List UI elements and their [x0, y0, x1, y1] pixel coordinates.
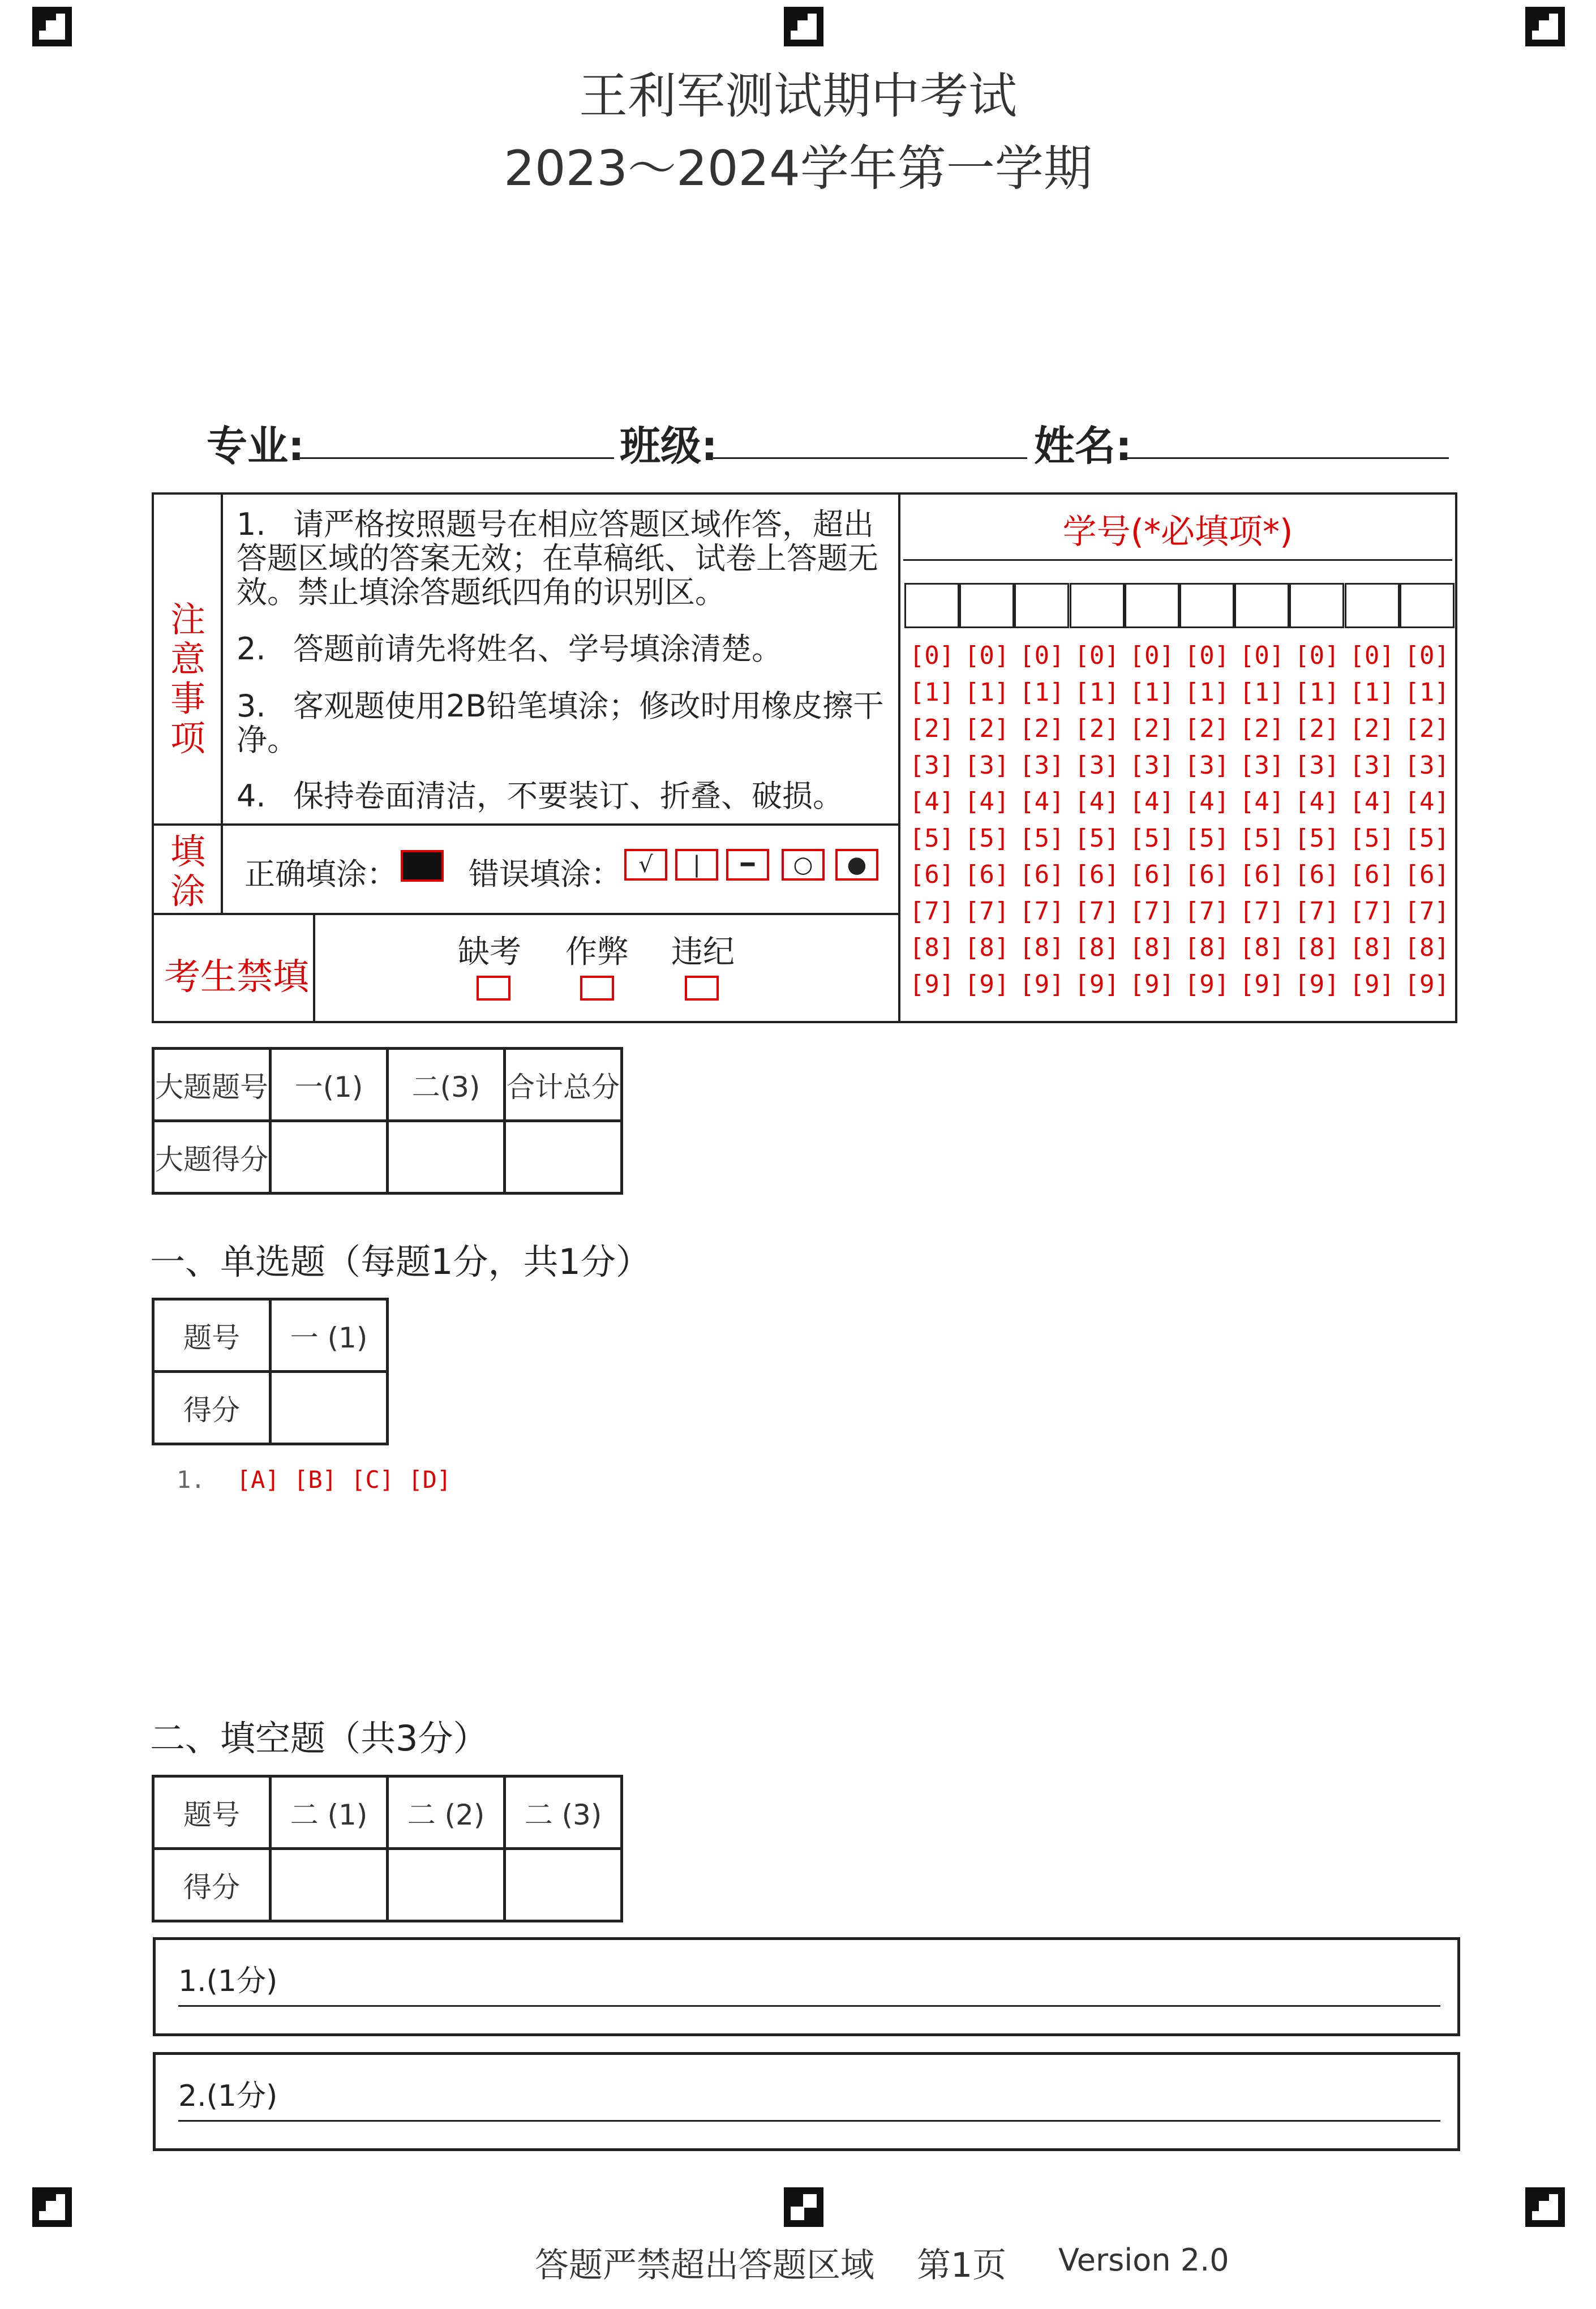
- answer-box-1[interactable]: [153, 1937, 1460, 2036]
- student-id-digit-bubble[interactable]: [7]: [1129, 896, 1175, 926]
- student-id-digit-bubble[interactable]: [4]: [1074, 787, 1119, 816]
- status-cheating-box[interactable]: [580, 976, 614, 1001]
- notice-bottom-line: [152, 823, 898, 826]
- student-id-digit-bubble[interactable]: [8]: [1239, 933, 1285, 962]
- summary-score-table: [152, 1047, 623, 1195]
- student-id-digit-bubble[interactable]: [5]: [1184, 823, 1230, 853]
- student-id-digit-bubble[interactable]: [2]: [1404, 714, 1450, 743]
- summary-header-cell: 大题题号: [153, 1049, 271, 1121]
- student-id-digit-bubble[interactable]: [2]: [964, 714, 1010, 743]
- student-id-digit-bubble[interactable]: [7]: [1349, 896, 1395, 926]
- student-id-digit-bubble[interactable]: [6]: [1404, 860, 1450, 889]
- student-id-digit-bubble[interactable]: [4]: [909, 787, 955, 816]
- student-id-digit-bubble[interactable]: [9]: [1349, 969, 1395, 999]
- student-id-digit-bubble[interactable]: [8]: [1404, 933, 1450, 962]
- section2-header-cell: 二 (2): [388, 1776, 505, 1849]
- student-id-digit-bubble[interactable]: [5]: [1294, 823, 1340, 853]
- student-id-digit-bubble[interactable]: [1]: [1294, 677, 1340, 707]
- status-violation-label: 违纪: [671, 934, 735, 971]
- student-id-digit-bubble[interactable]: [5]: [1404, 823, 1450, 853]
- student-id-input-cell[interactable]: [1400, 583, 1455, 628]
- summary-score-cell[interactable]: [388, 1121, 505, 1194]
- student-id-digit-bubble[interactable]: [6]: [964, 860, 1010, 889]
- student-id-digit-bubble[interactable]: [4]: [1019, 787, 1065, 816]
- student-id-digit-bubble[interactable]: [1]: [1019, 677, 1065, 707]
- student-id-digit-bubble[interactable]: [1]: [1184, 677, 1230, 707]
- status-cheating-label: 作弊: [565, 934, 629, 971]
- student-id-digit-bubble[interactable]: [5]: [1349, 823, 1395, 853]
- student-id-digit-bubble[interactable]: [1]: [1349, 677, 1395, 707]
- student-id-digit-bubble[interactable]: [4]: [1239, 787, 1285, 816]
- student-id-digit-bubble[interactable]: [7]: [1184, 896, 1230, 926]
- notice-item-3: 3. 客观题使用2B铅笔填涂；修改时用橡皮擦干净。: [237, 688, 884, 758]
- wrong-fill-circle: ○: [782, 849, 825, 881]
- exam-term: 2023～2024学年第一学期: [504, 140, 1092, 197]
- student-id-title: 学号(*必填项*): [1062, 512, 1293, 552]
- wrong-fill-dot: ●: [835, 849, 878, 881]
- student-id-input-cell[interactable]: [1070, 583, 1125, 628]
- major-label: 专业:: [207, 422, 304, 470]
- student-id-digit-bubble[interactable]: [7]: [964, 896, 1010, 926]
- class-field[interactable]: [713, 457, 1027, 459]
- student-id-digit-bubble[interactable]: [0]: [1019, 641, 1065, 670]
- summary-score-label: 大题得分: [153, 1121, 271, 1194]
- notice-item-2: 2. 答题前请先将姓名、学号填涂清楚。: [237, 631, 782, 667]
- student-id-input-cell[interactable]: [1345, 583, 1400, 628]
- class-label: 班级:: [620, 422, 718, 470]
- student-id-digit-bubble[interactable]: [6]: [1294, 860, 1340, 889]
- footer-version: Version 2.0: [1058, 2242, 1229, 2278]
- exam-ban-label: 考生禁填: [164, 956, 309, 998]
- student-id-digit-bubble[interactable]: [3]: [1129, 750, 1175, 780]
- student-id-digit-bubble[interactable]: [5]: [1074, 823, 1119, 853]
- corner-marker-bottom-left: [32, 2187, 72, 2227]
- notice-item-4: 4. 保持卷面清洁，不要装订、折叠、破损。: [237, 778, 843, 814]
- student-id-digit-bubble[interactable]: [6]: [1129, 860, 1175, 889]
- student-id-digit-bubble[interactable]: [8]: [1129, 933, 1175, 962]
- section2-score-table: [152, 1775, 623, 1922]
- student-id-digit-bubble[interactable]: [6]: [1184, 860, 1230, 889]
- student-id-digit-bubble[interactable]: [1]: [909, 677, 955, 707]
- corner-marker-top-left: [32, 7, 72, 46]
- section1-score-cell[interactable]: [271, 1372, 388, 1444]
- student-id-digit-bubble[interactable]: [9]: [1074, 969, 1119, 999]
- summary-header-cell: 二(3): [388, 1049, 505, 1121]
- correct-fill-label: 正确填涂：: [244, 856, 397, 892]
- wrong-fill-check: √: [624, 849, 667, 881]
- student-id-digit-bubble[interactable]: [8]: [1019, 933, 1065, 962]
- student-id-digit-bubble[interactable]: [3]: [1184, 750, 1230, 780]
- fill-bottom-line: [152, 913, 898, 915]
- student-id-digit-bubble[interactable]: [7]: [1404, 896, 1450, 926]
- student-info-row: [207, 413, 1449, 470]
- student-id-digit-bubble[interactable]: [0]: [1129, 641, 1175, 670]
- section2-title: 二、填空题（共3分）: [150, 1718, 488, 1759]
- summary-header-cell: 一(1): [271, 1049, 388, 1121]
- student-id-digit-bubble[interactable]: [6]: [1074, 860, 1119, 889]
- corner-marker-top-center: [784, 7, 823, 46]
- mc-question-number: 1.: [177, 1466, 205, 1493]
- student-id-input-cell[interactable]: [904, 583, 959, 628]
- student-id-digit-bubble[interactable]: [8]: [1294, 933, 1340, 962]
- footer-page-number: 第1页: [917, 2246, 1007, 2285]
- student-id-digit-bubble[interactable]: [0]: [1294, 641, 1340, 670]
- correct-fill-example: [401, 850, 444, 882]
- exam-title: 王利军测试期中考试: [579, 68, 1017, 125]
- student-id-digit-bubble[interactable]: [0]: [1239, 641, 1285, 670]
- student-id-digit-bubble[interactable]: [5]: [1019, 823, 1065, 853]
- major-field[interactable]: [300, 457, 614, 459]
- student-id-digit-bubble[interactable]: [4]: [1404, 787, 1450, 816]
- student-id-input-cell[interactable]: [1234, 583, 1289, 628]
- student-id-digit-bubble[interactable]: [0]: [1349, 641, 1395, 670]
- student-id-title-line: [903, 559, 1452, 561]
- student-id-digit-bubble[interactable]: [2]: [1349, 714, 1395, 743]
- student-id-digit-bubble[interactable]: [9]: [1019, 969, 1065, 999]
- student-id-digit-bubble[interactable]: [9]: [1129, 969, 1175, 999]
- student-id-digit-bubble[interactable]: [9]: [909, 969, 955, 999]
- status-violation-box[interactable]: [685, 976, 719, 1001]
- section2-header-cell: 题号: [153, 1776, 271, 1849]
- summary-header-cell: 合计总分: [505, 1049, 622, 1121]
- student-id-digit-bubble[interactable]: [9]: [1184, 969, 1230, 999]
- mc-option-c[interactable]: [C]: [351, 1466, 394, 1493]
- student-id-digit-bubble[interactable]: [7]: [1239, 896, 1285, 926]
- student-id-digit-bubble[interactable]: [8]: [909, 933, 955, 962]
- corner-marker-bottom-right: [1525, 2187, 1565, 2227]
- student-id-digit-bubble[interactable]: [1]: [1239, 677, 1285, 707]
- student-id-digit-bubble[interactable]: [3]: [1019, 750, 1065, 780]
- student-id-digit-bubble[interactable]: [6]: [1349, 860, 1395, 889]
- student-id-digit-bubble[interactable]: [1]: [1074, 677, 1119, 707]
- wrong-fill-label: 错误填涂：: [469, 856, 621, 892]
- student-id-digit-bubble[interactable]: [7]: [1019, 896, 1065, 926]
- student-id-digit-bubble[interactable]: [8]: [1074, 933, 1119, 962]
- student-id-digit-bubble[interactable]: [4]: [1184, 787, 1230, 816]
- footer-warning: 答题严禁超出答题区域: [535, 2246, 874, 2285]
- student-id-digit-bubble[interactable]: [4]: [1349, 787, 1395, 816]
- student-id-digit-bubble[interactable]: [5]: [1239, 823, 1285, 853]
- student-id-digit-bubble[interactable]: [0]: [1184, 641, 1230, 670]
- student-id-digit-bubble[interactable]: [1]: [964, 677, 1010, 707]
- student-id-digit-bubble[interactable]: [9]: [1239, 969, 1285, 999]
- student-id-digit-bubble[interactable]: [3]: [909, 750, 955, 780]
- student-id-digit-bubble[interactable]: [6]: [909, 860, 955, 889]
- student-id-digit-bubble[interactable]: [7]: [1074, 896, 1119, 926]
- answer-label-2: 2.(1分): [178, 2079, 278, 2113]
- section2-score-cell[interactable]: [505, 1849, 622, 1921]
- student-id-digit-bubble[interactable]: [6]: [1019, 860, 1065, 889]
- corner-marker-top-right: [1525, 7, 1565, 46]
- name-field[interactable]: [1126, 457, 1449, 459]
- section1-title: 一、单选题（每题1分，共1分）: [150, 1241, 651, 1282]
- student-id-digit-bubble[interactable]: [4]: [1294, 787, 1340, 816]
- student-id-digit-bubble[interactable]: [2]: [1294, 714, 1340, 743]
- student-id-digit-bubble[interactable]: [0]: [1404, 641, 1450, 670]
- student-id-digit-bubble[interactable]: [3]: [1074, 750, 1119, 780]
- header-divider: [898, 492, 900, 1023]
- section1-header-cell: 一 (1): [271, 1299, 388, 1372]
- student-id-digit-bubble[interactable]: [0]: [909, 641, 955, 670]
- student-id-digit-bubble[interactable]: [2]: [1239, 714, 1285, 743]
- student-id-digit-bubble[interactable]: [3]: [1239, 750, 1285, 780]
- student-id-input-cell[interactable]: [1014, 583, 1069, 628]
- section2-header-cell: 二 (3): [505, 1776, 622, 1849]
- student-id-digit-bubble[interactable]: [3]: [964, 750, 1010, 780]
- student-id-digit-bubble[interactable]: [3]: [1404, 750, 1450, 780]
- student-id-digit-bubble[interactable]: [0]: [1074, 641, 1119, 670]
- wrong-fill-dash: ━: [726, 849, 769, 881]
- student-id-digit-bubble[interactable]: [5]: [1129, 823, 1175, 853]
- section2-score-label: 得分: [153, 1849, 271, 1921]
- notice-label: 注 意 事 项: [170, 599, 205, 759]
- summary-score-cell[interactable]: [271, 1121, 388, 1194]
- status-absent-label: 缺考: [458, 934, 521, 971]
- name-label: 姓名:: [1034, 422, 1132, 470]
- section1-score-label: 得分: [153, 1372, 271, 1444]
- student-id-digit-bubble[interactable]: [5]: [964, 823, 1010, 853]
- section2-header-cell: 二 (1): [271, 1776, 388, 1849]
- corner-marker-bottom-center: [784, 2187, 823, 2227]
- student-id-digit-bubble[interactable]: [7]: [909, 896, 955, 926]
- student-id-digit-bubble[interactable]: [1]: [1129, 677, 1175, 707]
- student-id-digit-bubble[interactable]: [9]: [1294, 969, 1340, 999]
- student-id-digit-bubble[interactable]: [8]: [964, 933, 1010, 962]
- student-id-digit-bubble[interactable]: [0]: [964, 641, 1010, 670]
- mc-option-b[interactable]: [B]: [294, 1466, 337, 1493]
- student-id-digit-bubble[interactable]: [2]: [1184, 714, 1230, 743]
- section2-score-cell[interactable]: [271, 1849, 388, 1921]
- student-id-digit-bubble[interactable]: [9]: [964, 969, 1010, 999]
- student-id-input-cell[interactable]: [959, 583, 1014, 628]
- student-id-digit-bubble[interactable]: [2]: [909, 714, 955, 743]
- answer-box-2[interactable]: [153, 2052, 1460, 2151]
- fill-guide-label: 填 涂: [170, 831, 205, 912]
- student-id-digit-bubble[interactable]: [5]: [909, 823, 955, 853]
- student-id-digit-bubble[interactable]: [4]: [964, 787, 1010, 816]
- student-id-digit-bubble[interactable]: [8]: [1349, 933, 1395, 962]
- mc-option-a[interactable]: [A]: [236, 1466, 280, 1493]
- status-absent-box[interactable]: [477, 976, 510, 1001]
- notice-item-1: 1. 请严格按照题号在相应答题区域作答，超出答题区域的答案无效；在草稿纸、试卷上答题无效。禁止填涂答题纸四角的识别区。: [237, 507, 878, 610]
- exam-ban-divider: [313, 913, 315, 1023]
- section2-score-cell[interactable]: [388, 1849, 505, 1921]
- student-id-digit-bubble[interactable]: [3]: [1294, 750, 1340, 780]
- student-id-input-cell[interactable]: [1125, 583, 1179, 628]
- answer-label-1: 1.(1分): [178, 1964, 278, 1998]
- student-id-digit-bubble[interactable]: [6]: [1239, 860, 1285, 889]
- mc-option-d[interactable]: [D]: [408, 1466, 452, 1493]
- student-id-digit-bubble[interactable]: [7]: [1294, 896, 1340, 926]
- student-id-digit-bubble[interactable]: [9]: [1404, 969, 1450, 999]
- mc-question-1: [177, 1466, 451, 1493]
- student-id-digit-bubble[interactable]: [8]: [1184, 933, 1230, 962]
- summary-score-cell[interactable]: [505, 1121, 622, 1194]
- student-id-input-cell[interactable]: [1289, 583, 1344, 628]
- wrong-fill-bar: |: [675, 849, 718, 881]
- student-id-digit-bubble[interactable]: [2]: [1019, 714, 1065, 743]
- student-id-digit-bubble[interactable]: [2]: [1074, 714, 1119, 743]
- student-id-input-cell[interactable]: [1179, 583, 1234, 628]
- student-id-digit-bubble[interactable]: [4]: [1129, 787, 1175, 816]
- answer-line-2: [178, 2120, 1440, 2122]
- student-id-digit-bubble[interactable]: [1]: [1404, 677, 1450, 707]
- student-id-digit-bubble[interactable]: [3]: [1349, 750, 1395, 780]
- section1-header-cell: 题号: [153, 1299, 271, 1372]
- student-id-digit-bubble[interactable]: [2]: [1129, 714, 1175, 743]
- section1-score-table: [152, 1298, 389, 1445]
- answer-line-1: [178, 2005, 1440, 2007]
